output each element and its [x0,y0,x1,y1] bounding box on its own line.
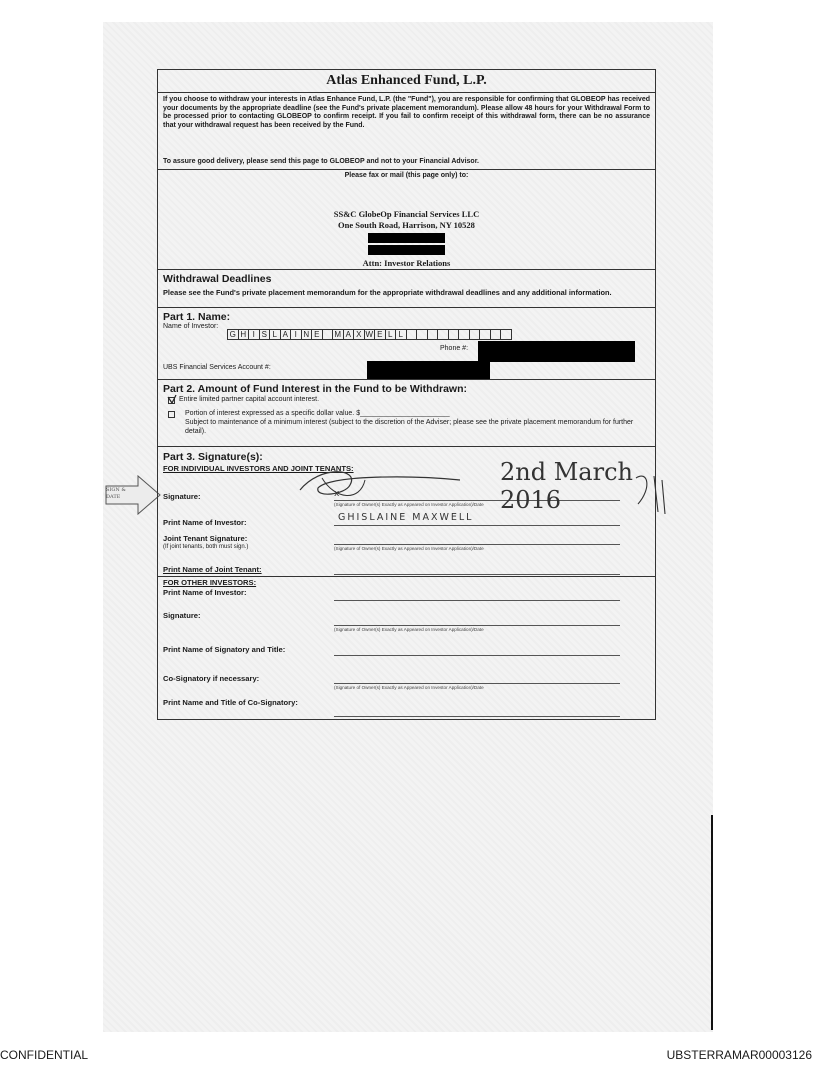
redaction-box [368,233,445,243]
redaction-box [367,361,490,380]
signature-label: Signature: [163,492,201,501]
name-char-box[interactable]: X [353,329,365,340]
other-print-name-line[interactable] [334,600,620,601]
divider [158,446,655,447]
other-signature-line[interactable] [334,625,620,626]
name-char-box[interactable]: N [301,329,313,340]
name-char-box[interactable]: L [385,329,397,340]
deadlines-text: Please see the Fund's private placement memorandum for the appropriate withdrawal deadlines and any additional information. [163,288,612,297]
joint-note: (If joint tenants, both must sign.) [163,544,249,550]
name-char-box[interactable]: I [290,329,302,340]
name-char-box[interactable]: L [269,329,281,340]
cosign-label: Co-Signatory if necessary: [163,674,260,683]
joint-print-line[interactable] [334,574,620,575]
name-char-box[interactable]: E [374,329,386,340]
other-signature-caption: (Signature of Owner(s) Exactly as Appeared on Investor Application)/Date [334,627,484,632]
deadlines-heading: Withdrawal Deadlines [163,273,272,285]
other-print-name-label: Print Name of Investor: [163,588,247,597]
cosign-line[interactable] [334,683,620,684]
checkmark-icon [167,394,177,404]
intro-paragraph: If you choose to withdraw your interests in Atlas Enhance Fund, L.P. (the "Fund"), you are responsible for confirming that GLOBEOP has received your documents by the appropriate deadline (see the Fund's private placement memorandum). Please allow 48 hours for your Withdrawal Form to be processed prior to contacting GLOBEOP to confirm receipt. If you fail to confirm receipt of this withdrawal form, there can be no assurance that your withdrawal request has been received by the Fund. [163,96,650,129]
divider [158,169,655,170]
print-name-label: Print Name of Investor: [163,518,247,527]
cosign-caption: (Signature of Owner(s) Exactly as Appeared on Investor Application)/Date [334,685,484,690]
option2-checkbox[interactable] [168,411,175,418]
fax-mail-instruction: Please fax or mail (this page only) to: [344,172,469,179]
part1-heading: Part 1. Name: [163,311,231,323]
part2-heading: Part 2. Amount of Fund Interest in the Fund to be Withdrawn: [163,383,467,395]
name-boxes [228,329,512,340]
joint-signature-label: Joint Tenant Signature: [163,534,248,543]
other-investors-heading: FOR OTHER INVESTORS: [163,578,257,587]
address-attn: Attn: Investor Relations [362,258,451,268]
divider [158,576,655,577]
delivery-note: To assure good delivery, please send this page to GLOBEOP and not to your Financial Advisor. [163,158,479,165]
handwritten-date-tail-icon [630,468,670,518]
footer-confidential: CONFIDENTIAL [0,1048,89,1062]
signature-x-mark: x [334,489,340,499]
name-char-box[interactable]: H [238,329,250,340]
name-char-box[interactable]: I [248,329,260,340]
address-street: One South Road, Harrison, NY 10528 [338,220,475,230]
footer-bates-number: UBSTERRAMAR00003126 [666,1048,812,1062]
redaction-box [368,245,445,255]
arrow-note: SIGN & DATE [106,487,126,500]
print-name-value: GHISLAINE MAXWELL [338,512,474,523]
name-char-box[interactable] [500,329,512,340]
joint-print-label: Print Name of Joint Tenant: [163,565,262,574]
address-company: SS&C GlobeOp Financial Services LLC [333,209,480,219]
redaction-box [478,341,635,362]
cosign-print-label: Print Name and Title of Co-Signatory: [163,698,298,707]
divider [158,269,655,270]
handwritten-signature-icon [290,460,490,505]
name-char-box[interactable]: W [365,330,374,339]
option2-note: Subject to maintenance of a minimum interest (subject to the discretion of the Adviser; please see the private placement memorandum for further detail). [185,419,634,435]
joint-signature-line[interactable] [334,544,620,545]
divider [158,307,655,308]
name-label: Name of Investor: [163,323,219,330]
option2-label: Portion of interest expressed as a specific dollar value. $_______________________ [185,410,450,417]
signatory-label: Print Name of Signatory and Title: [163,645,286,654]
part3-heading: Part 3. Signature(s): [163,451,263,463]
withdrawal-form [157,69,656,720]
form-title: Atlas Enhanced Fund, L.P. [326,73,487,88]
name-char-box[interactable]: L [395,329,407,340]
print-name-line[interactable] [334,525,620,526]
joint-signature-caption: (Signature of Owner(s) Exactly as Appeared on Investor Application)/Date [334,546,484,551]
divider [158,379,655,380]
name-char-box[interactable]: S [259,329,271,340]
name-char-box[interactable]: A [280,329,292,340]
handwritten-date: 2nd March 2016 [500,458,633,514]
other-signature-label: Signature: [163,611,201,620]
name-char-box[interactable]: G [227,329,239,340]
signatory-line[interactable] [334,655,620,656]
scan-edge-mark [711,815,713,1030]
phone-label: Phone #: [440,345,469,352]
name-char-box[interactable]: A [343,329,355,340]
name-char-box[interactable]: E [311,329,323,340]
divider [158,92,655,93]
account-label: UBS Financial Services Account #: [163,364,271,371]
cosign-print-line[interactable] [334,716,620,717]
signature-caption: (Signature of Owner(s) Exactly as Appeared on Investor Application)/Date [334,502,484,507]
individual-heading: FOR INDIVIDUAL INVESTORS AND JOINT TENANTS: [163,464,354,473]
option1-label: Entire limited partner capital account interest. [179,396,320,403]
name-char-box[interactable]: M [332,329,344,340]
